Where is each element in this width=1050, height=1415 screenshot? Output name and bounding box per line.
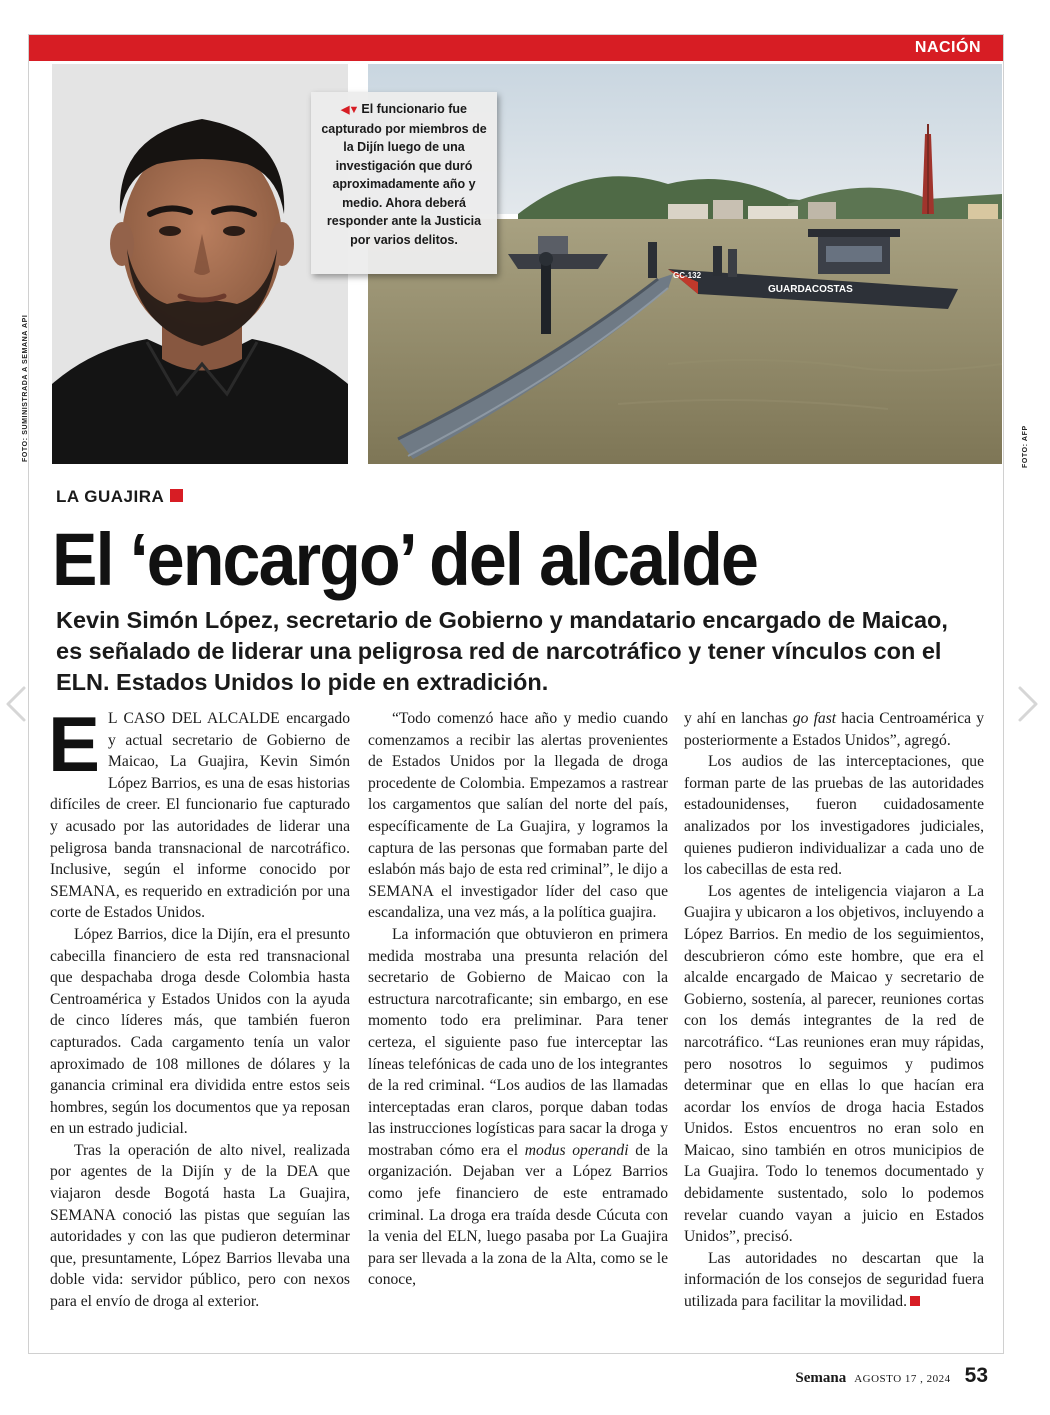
page-footer <box>795 1364 988 1388</box>
next-page-button[interactable] <box>1014 684 1042 724</box>
paragraph-text: hacia Centroamérica y posteriormente a Estados Unidos”, agregó. <box>684 710 984 749</box>
paragraph <box>48 700 350 924</box>
dropcap: E <box>48 700 101 788</box>
page-number: 53 <box>964 1364 988 1387</box>
body-column-1 <box>48 700 350 1313</box>
body-column-3 <box>684 708 984 1313</box>
end-mark-icon <box>910 1296 920 1306</box>
paragraph: “Todo comenzó hace año y medio cuando comenzamos a recibir las alertas provenientes de Estados Unidos por la llegada de droga procedente de Colombia. Empezamos a rastrear los cargamentos que salían del norte del país, específicamente de La Guajira, y logramos la captura de las personas que formaban parte del eslabón más bajo de esta red criminal”, le dijo a SEMANA el investigador líder del caso que escandaliza, una vez más, a la política guajira. <box>368 710 668 922</box>
italic-term: go fast <box>792 710 837 727</box>
previous-page-button[interactable] <box>2 684 30 724</box>
portrait-photo <box>52 64 348 464</box>
paragraph: Los audios de las interceptaciones, que forman parte de las pruebas de las autoridades estadounidenses, fueron cuidadosamente analizados por los investigadores judiciales, quienes pudieron individualizar a cada uno de los cabecillas de esta red. <box>684 753 984 879</box>
footer-date: AGOSTO 17 , 2024 <box>854 1373 951 1385</box>
footer-brand: Semana <box>795 1370 847 1386</box>
section-bar <box>29 35 1003 61</box>
photo-credit-left: FOTO: SUMINISTRADA A SEMANA API <box>22 314 29 462</box>
paragraph: Tras la operación de alto nivel, realizada por agentes de la Dijín y de la DEA que viajaron desde Bogotá hasta La Guajira, SEMANA conoció las pistas que seguían las autoridades y con las que pudieron determinar que, presuntamente, López Barrios llevaba una doble vida: servidor público, pero con nexos para el envío de droga al exterior. <box>50 1141 350 1311</box>
italic-term: modus operandi <box>524 1141 629 1159</box>
paragraph-text: L CASO DEL ALCALDE encargado y actual secretario de Gobierno de Maicao, La Guajira, Kevin Simón López Barrios, es una de esas historias difíciles de creer. El funcionario fue capturado y acusado por las autoridades de liderar una peligrosa banda transnacional de narcotráfico. Inclusive, según el informe conocido por SEMANA, es requerido en extradición por una corte de Estados Unidos. <box>50 710 350 922</box>
paragraph <box>684 1248 984 1313</box>
section-label: NACIÓN <box>914 39 981 56</box>
article-deck: Kevin Simón López, secretario de Gobierno y mandatario encargado de Maicao, es señalado de liderar una peligrosa red de narcotráfico y tener vínculos con el ELN. Estados Unidos lo pide en extradición. <box>56 607 948 695</box>
article-kicker <box>56 487 183 507</box>
paragraph-text: de la organización. Dejaban ver a López Barrios como jefe financiero de este entramado criminal. La droga era traída desde Cúcuta con la venia del ELN, luego pasaba por La Guajira para ser llevada a la zona de la Alta, como se le conoce, <box>368 1141 668 1289</box>
boat-number: GC-132 <box>673 271 702 280</box>
kicker-text: LA GUAJIRA <box>56 487 165 506</box>
paragraph-text: Las autoridades no descartan que la información de los consejos de seguridad fuera utilizada para facilitar la movilidad. <box>684 1249 984 1311</box>
paragraph <box>368 924 668 1291</box>
photo-caption: El funcionario fue capturado por miembros de la Dijín luego de una investigación que duró aproximadamente año y medio. Ahora deberá responder ante la Justicia por varios delitos. <box>321 102 487 247</box>
article-headline: El ‘encargo’ del alcalde <box>52 518 758 601</box>
photo-credit-right: FOTO: AFP <box>1022 425 1029 468</box>
photo-caption-box <box>311 92 497 274</box>
kicker-square-icon <box>170 489 183 502</box>
caption-arrows-icon: ◀▼ <box>341 104 359 116</box>
paragraph: Los agentes de inteligencia viajaron a La Guajira y ubicaron a los objetivos, incluyendo a López Barrios. En medio de los seguimientos, descubrieron cómo este hombre, que era el alcalde encargado de Maicao y secretario de Gobierno, sostenía, al parecer, reuniones cortas con los demás integrantes de la red de narcotráfico. “Las reuniones eran muy rápidas, pero nosotros lo seguimos y pudimos determinar que en ellas lo que hacían era acordar los envíos de droga hacia Estados Unidos. Estos encuentros no eran solo en Maicao, sino también en otros municipios de La Guajira. Todo lo tenemos documentado y debidamente sustentado, solo lo podemos revelar cuando vayan a juicio en Estados Unidos”, precisó. <box>684 882 984 1246</box>
chevron-right-icon <box>1014 684 1042 724</box>
body-column-2 <box>368 708 668 1291</box>
paragraph-text: La información que obtuvieron en primera medida mostraba una presunta relación del secretario de Gobierno de Maicao con la estructura narcotraficante; sin embargo, en ese momento todo era preliminar. Para tener certeza, el siguiente paso fue interceptar las líneas telefónicas de cada uno de los integrantes de la red criminal. “Los audios de las llamadas interceptadas eran claros, porque daban todas las instrucciones logísticas para sacar la droga y mostraban cómo era el <box>368 925 668 1159</box>
paragraph-text: y ahí en lanchas <box>684 710 793 727</box>
paragraph <box>684 708 984 751</box>
chevron-left-icon <box>2 684 30 724</box>
boat-hull-marking: GUARDACOSTAS <box>768 284 853 295</box>
paragraph: López Barrios, dice la Dijín, era el presunto cabecilla financiero de esta red transnacional que despachaba droga desde Colombia hasta Centroamérica y Estados Unidos con la ayuda de cinco líderes más, que también fueron capturados. Cada cargamento tenía un valor aproximado de 108 millones de dólares y la ganancia criminal era dividida entre estos seis hombres, según los documentos que ya reposan en un estrado judicial. <box>50 925 350 1138</box>
